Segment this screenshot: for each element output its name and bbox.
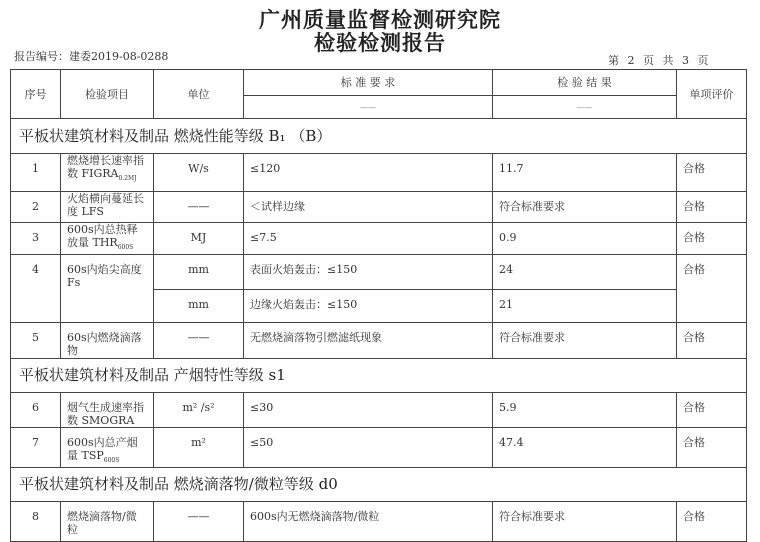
section-title: 平板状建筑材料及制品 产烟特性等级 s1 <box>11 359 747 393</box>
result-sub: —— <box>493 96 677 119</box>
col-standard: 标 准 要 求 <box>244 70 493 96</box>
col-eval: 单项评价 <box>677 70 747 119</box>
table-row: 4 60s内焰尖高度 Fs mm 表面火焰轰击：≤150 24 合格 <box>11 255 747 290</box>
section-title: 平板状建筑材料及制品 燃烧滴落物/微粒等级 d0 <box>11 468 747 502</box>
item-cell: 600s内总产烟量 $TSP_{600S}$ <box>61 428 154 468</box>
table-row: 2 火焰横向蔓延长度 LFS —— ＜试样边缘 符合标准要求 合格 <box>11 192 747 223</box>
page-indicator: 第 2 页 共 3 页 <box>608 54 709 67</box>
col-no: 序号 <box>11 70 61 119</box>
table-row: 8 燃烧滴落物/微粒 —— 600s内无燃烧滴落物/微粒 符合标准要求 合格 <box>11 502 747 542</box>
section-title: 平板状建筑材料及制品 燃烧性能等级 B₁ （B） <box>11 119 747 154</box>
table-subrow: mm 边缘火焰轰击：≤150 21 <box>11 290 747 323</box>
table-row: 3 600s内总热释放量 $THR_{600S}$ MJ ≤7.5 0.9 合格 <box>11 223 747 255</box>
col-unit: 单位 <box>154 70 244 119</box>
report-title: 检验检测报告 <box>314 31 446 55</box>
col-result: 检 验 结 果 <box>493 70 677 96</box>
table-row: 6 烟气生成速率指数 SMOGRA m² /s² ≤30 5.9 合格 <box>11 393 747 428</box>
table-row: 5 60s内燃烧滴落物 —— 无燃烧滴落物引燃滤纸现象 符合标准要求 合格 <box>11 323 747 359</box>
standard-sub: —— <box>244 96 493 119</box>
item-cell: 600s内总热释放量 $THR_{600S}$ <box>61 223 154 255</box>
item-cell: 燃烧增长速率指数 $FIGRA_{0.2MJ}$ <box>61 154 154 192</box>
table-row: 1 燃烧增长速率指数 $FIGRA_{0.2MJ}$ W/s ≤120 11.7 合格 <box>11 154 747 192</box>
org-title: 广州质量监督检测研究院 <box>259 8 501 32</box>
col-item: 检验项目 <box>61 70 154 119</box>
table-row: 7 600s内总产烟量 $TSP_{600S}$ m² ≤50 47.4 合格 <box>11 428 747 468</box>
report-number: 报告编号：建委2019-08-0288 <box>14 50 169 63</box>
results-table <box>10 69 747 542</box>
